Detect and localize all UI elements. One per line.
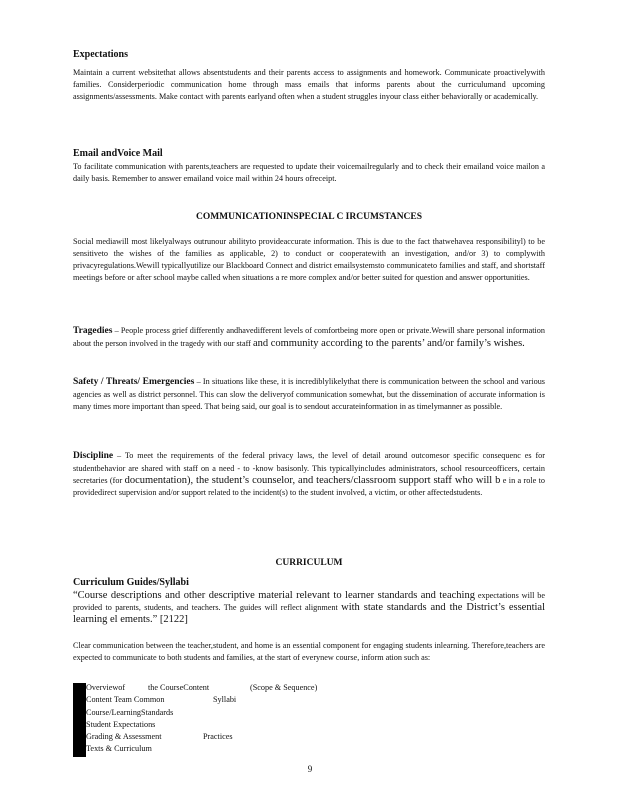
safety-heading: Safety / Threats/ Emergencies [73,377,195,387]
discipline-paragraph [73,450,545,499]
special-circumstances-heading: COMMUNICATIONINSPECIAL C IRCUMSTANCES [195,212,423,222]
expectations-text: Maintain a current websitethat allows absentstudents and their parents access to assignments and homework. Communicate proactivelywith families. Considerperiodic communication home through mass emails that informs parents about the curriculumand upcoming assignments/assessments. Make contact with parents earlyand often when a student struggles inyour class either behaviorally or academically. [73,68,545,101]
safety-paragraph [73,376,545,413]
curriculum-heading: CURRICULUM [275,558,343,568]
curriculum-quote [73,590,545,626]
discipline-heading: Discipline [73,451,114,461]
curriculum-guides-heading: Curriculum Guides/Syllabi [73,577,189,588]
list-item [73,731,373,743]
list-item-text: Grading & Assessment [86,732,162,742]
list-item-text-2: the CourseContent [148,683,210,692]
curriculum-quote-small: expectations will be provided to parents, students, and teachers. The guides will reflect alignment [73,591,546,612]
list-item [73,707,373,719]
curriculum-quote-large-2: with state standards and the District’s essential learning el ements.” [2122] [73,601,546,625]
curriculum-quote-large: “Course descriptions and other descriptive material relevant to learner standards and teaching [73,590,475,601]
list-item [73,694,373,706]
tragedies-heading: Tragedies [73,326,113,336]
safety-text: – In situations like these, it is incrediblylikelythat there is communication between the school and various agencies as well as district personnel. This can slow the deliveryof communication somewhat, but the dissemination of accurate information is many times more important than speed. That being said, our goal is to sendout accurateinformation in as timelymanner as possible. [73,377,545,411]
list-item [73,682,373,694]
curriculum-text: Clear communication between the teacher,student, and home is an essential component for engaging students inlearning. Therefore,teachers are expected to communicate to both students and families, at the start of everynew course, inform ation such as: [73,641,545,662]
list-item-text-2: Practices [203,732,233,742]
list-item-text: Texts & Curriculum [86,744,152,754]
email-voice-text: To facilitate communication with parents,teachers are requested to update their voicemailregularly and to check their emailand voice mailon a daily basis. Remember to answer emailand voice mail within 24 hours ofreceipt. [73,162,545,183]
discipline-text: – To meet the requirements of the federal privacy laws, the level of detail around outcomesor specific consequenc es for studentbehavior are shared with staff on a need - to -know basisonly. This typicallyincludes administrators, school resourceofficers, certain secretaries (for [73,451,545,485]
expectations-heading: Expectations [73,49,128,60]
curriculum-list [73,682,373,756]
list-item-text-2: Syllabi [213,695,237,705]
discipline-text-large: documentation), the student’s counselor, and teachers/classroom support staff who will b [124,474,501,486]
tragedies-text: – People process grief differently andhavedifferent levels of comfortbeing more open or private.Wewill share personal information about the person involved in the tragedy with our staff [73,326,545,348]
page-number: 9 [307,764,313,774]
list-item-text: Content Team Common [86,695,165,705]
social-media-text: Social mediawill most likelyalways outrunour abilityto provideaccurate information. This is due to the fact thatwehavea responsibilityl) to be sensitiveto the wishes of the families as applicable, 2) to conduct or cooperatewith an investigation, and/or 3) to complywith privacyregulations.Wewill typicallyutilize our Blackboard Connect and district emailsystemsto communicateto families and staff, and shortstaff meetings before or after school maybe called when situations a re more complex and/or better suited for question and answer opportunities. [73,237,545,282]
tragedies-text-large: and community according to the parents’ and/or family’s wishes. [252,337,525,349]
list-item-text-3: (Scope & Sequence) [250,683,318,692]
list-item-text: Overviewof [86,683,126,692]
discipline-text-after: e in a role to providedirect supervision and/or support related to the incident(s) to the student involved, a victim, or other affectedstudents. [73,475,545,497]
list-item [73,719,373,731]
list-item [73,743,373,755]
list-item-text: Course/LearningStandards [86,707,174,717]
tragedies-paragraph [73,325,545,350]
email-voice-heading: Email andVoice Mail [73,148,163,159]
list-item-text: Student Expectations [86,719,156,729]
